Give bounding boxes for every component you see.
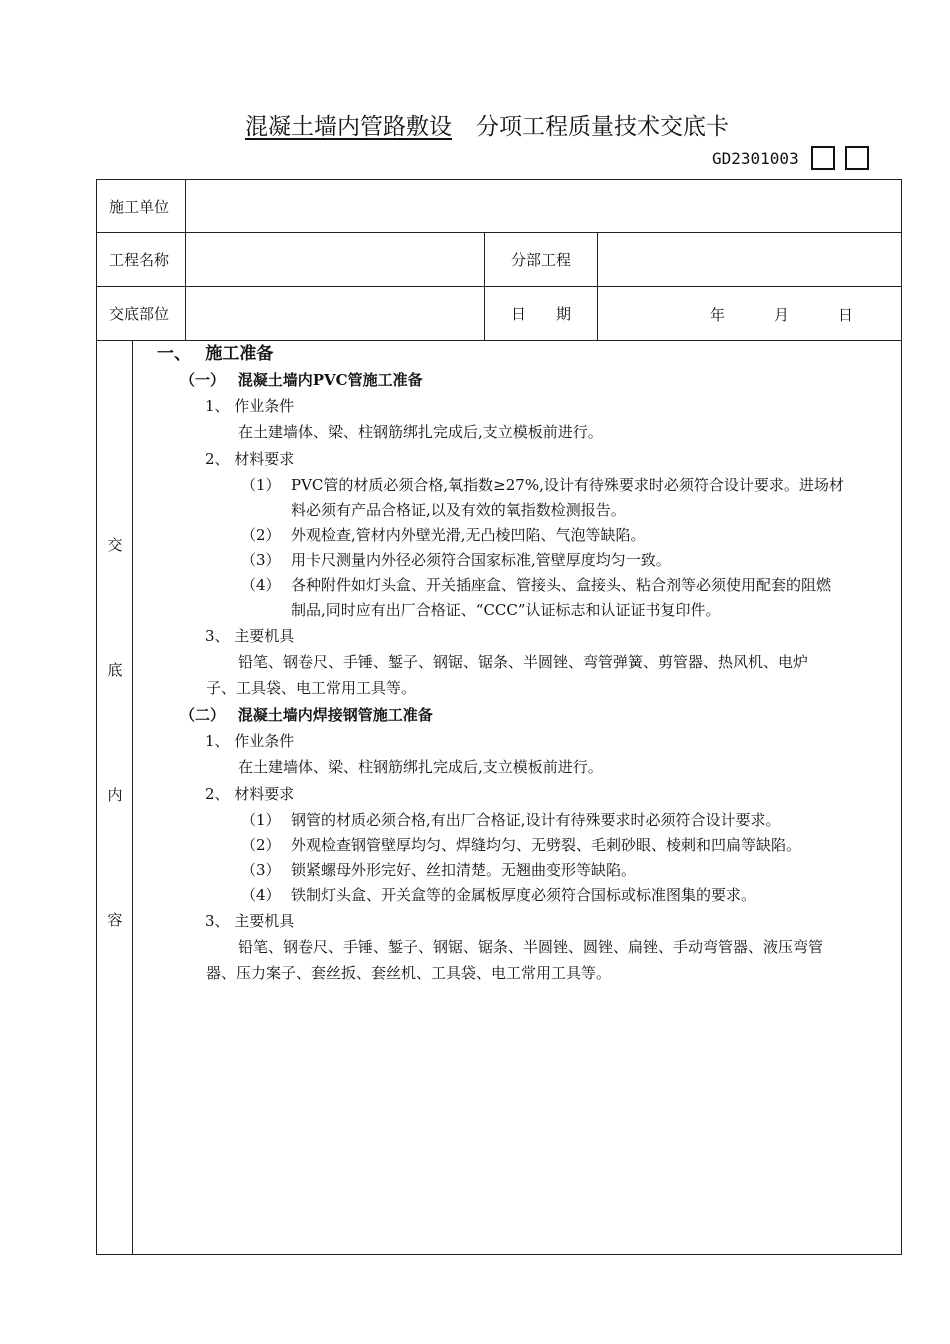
part1-item1-text: 在土建墙体、梁、柱钢筋绑扎完成后,支立模板前进行。 bbox=[238, 423, 603, 441]
part1-item1-heading: 1、 作业条件 bbox=[205, 397, 295, 415]
title-rest: 分项工程质量技术交底卡 bbox=[476, 114, 729, 140]
list-number: （1） bbox=[241, 476, 281, 494]
project-name-label: 工程名称 bbox=[97, 233, 186, 287]
row-project-name bbox=[97, 233, 902, 287]
construction-unit-field[interactable] bbox=[186, 180, 902, 233]
project-name-field[interactable] bbox=[186, 233, 485, 287]
list-item-text: 各种附件如灯头盒、开关插座盒、管接头、盒接头、粘合剂等必须使用配套的阻燃 bbox=[291, 576, 832, 594]
part2-item1-text: 在土建墙体、梁、柱钢筋绑扎完成后,支立模板前进行。 bbox=[238, 758, 603, 776]
list-number: （2） bbox=[241, 836, 281, 854]
part1-item3-heading: 3、 主要机具 bbox=[205, 627, 295, 645]
checkbox-1[interactable] bbox=[811, 146, 835, 170]
list-item-text: 料必须有产品合格证,以及有效的氧指数检测报告。 bbox=[291, 501, 626, 519]
title-underlined-part: 混凝土墙内管路敷设 bbox=[245, 114, 452, 140]
list-item-text: 铁制灯头盒、开关盒等的金属板厚度必须符合国标或标准图集的要求。 bbox=[291, 886, 757, 904]
sub-project-field[interactable] bbox=[598, 233, 902, 287]
part1-heading: （一） 混凝土墙内PVC管施工准备 bbox=[180, 371, 423, 389]
part1-tools-text: 铅笔、钢卷尺、手锤、錾子、钢锯、锯条、半圆锉、弯管弹簧、剪管器、热风机、电炉 bbox=[238, 653, 809, 671]
list-number: （4） bbox=[241, 886, 281, 904]
date-month: 月 bbox=[774, 306, 790, 324]
list-item-text: 锁紧螺母外形完好、丝扣清楚。无翘曲变形等缺陷。 bbox=[291, 861, 637, 879]
document-code bbox=[712, 146, 869, 170]
list-item-text: 钢管的材质必须合格,有出厂合格证,设计有待殊要求时必须符合设计要求。 bbox=[291, 811, 781, 829]
part2-item3-heading: 3、 主要机具 bbox=[205, 912, 295, 930]
list-item-text: 用卡尺测量内外径必须符合国家标准,管壁厚度均匀一致。 bbox=[291, 551, 671, 569]
list-item-text: 外观检查钢管壁厚均匀、焊缝均匀、无劈裂、毛刺砂眼、棱刺和凹扁等缺陷。 bbox=[291, 836, 802, 854]
part1-tools-text: 子、工具袋、电工常用工具等。 bbox=[206, 679, 417, 697]
construction-unit-label: 施工单位 bbox=[97, 180, 186, 233]
list-item-text: 外观检查,管材内外壁光滑,无凸棱凹陷、气泡等缺陷。 bbox=[291, 526, 646, 544]
part2-item2-heading: 2、 材料要求 bbox=[205, 785, 295, 803]
checkbox-2[interactable] bbox=[845, 146, 869, 170]
location-field[interactable] bbox=[186, 287, 485, 341]
row-location-date bbox=[97, 287, 902, 341]
list-item-text: PVC管的材质必须合格,氧指数≥27%,设计有待殊要求时必须符合设计要求。进场材 bbox=[291, 476, 844, 494]
list-item-text: 制品,同时应有出厂合格证、“CCC”认证标志和认证证书复印件。 bbox=[291, 601, 721, 619]
location-label: 交底部位 bbox=[97, 287, 186, 341]
part2-tools-text: 铅笔、钢卷尺、手锤、錾子、钢锯、锯条、半圆锉、圆锉、扁锉、手动弯管器、液压弯管 bbox=[238, 938, 824, 956]
row-content bbox=[97, 341, 902, 1255]
list-number: （1） bbox=[241, 811, 281, 829]
date-year: 年 bbox=[710, 306, 726, 324]
sub-project-label: 分部工程 bbox=[485, 233, 598, 287]
document-code-text: GD2301003 bbox=[712, 148, 799, 168]
page-title bbox=[0, 108, 950, 141]
section-heading: 一、 施工准备 bbox=[157, 344, 274, 364]
side-label-column bbox=[97, 341, 133, 1255]
list-number: （2） bbox=[241, 526, 281, 544]
side-label-char-4: 容 bbox=[107, 911, 123, 929]
disclosure-form-table bbox=[96, 179, 902, 1255]
content-area bbox=[133, 341, 902, 1255]
part2-tools-text: 器、压力案子、套丝扳、套丝机、工具袋、电工常用工具等。 bbox=[206, 964, 612, 982]
list-number: （3） bbox=[241, 551, 281, 569]
list-number: （3） bbox=[241, 861, 281, 879]
part2-item1-heading: 1、 作业条件 bbox=[205, 732, 295, 750]
date-label: 日 期 bbox=[485, 287, 598, 341]
side-label-char-3: 内 bbox=[107, 786, 123, 804]
date-day: 日 bbox=[838, 306, 854, 324]
side-label-char-2: 底 bbox=[107, 661, 123, 679]
date-field[interactable] bbox=[598, 287, 902, 341]
list-number: （4） bbox=[241, 576, 281, 594]
side-label-char-1: 交 bbox=[107, 536, 123, 554]
row-construction-unit bbox=[97, 180, 902, 233]
part2-heading: （二） 混凝土墙内焊接钢管施工准备 bbox=[180, 706, 433, 724]
part1-item2-heading: 2、 材料要求 bbox=[205, 450, 295, 468]
